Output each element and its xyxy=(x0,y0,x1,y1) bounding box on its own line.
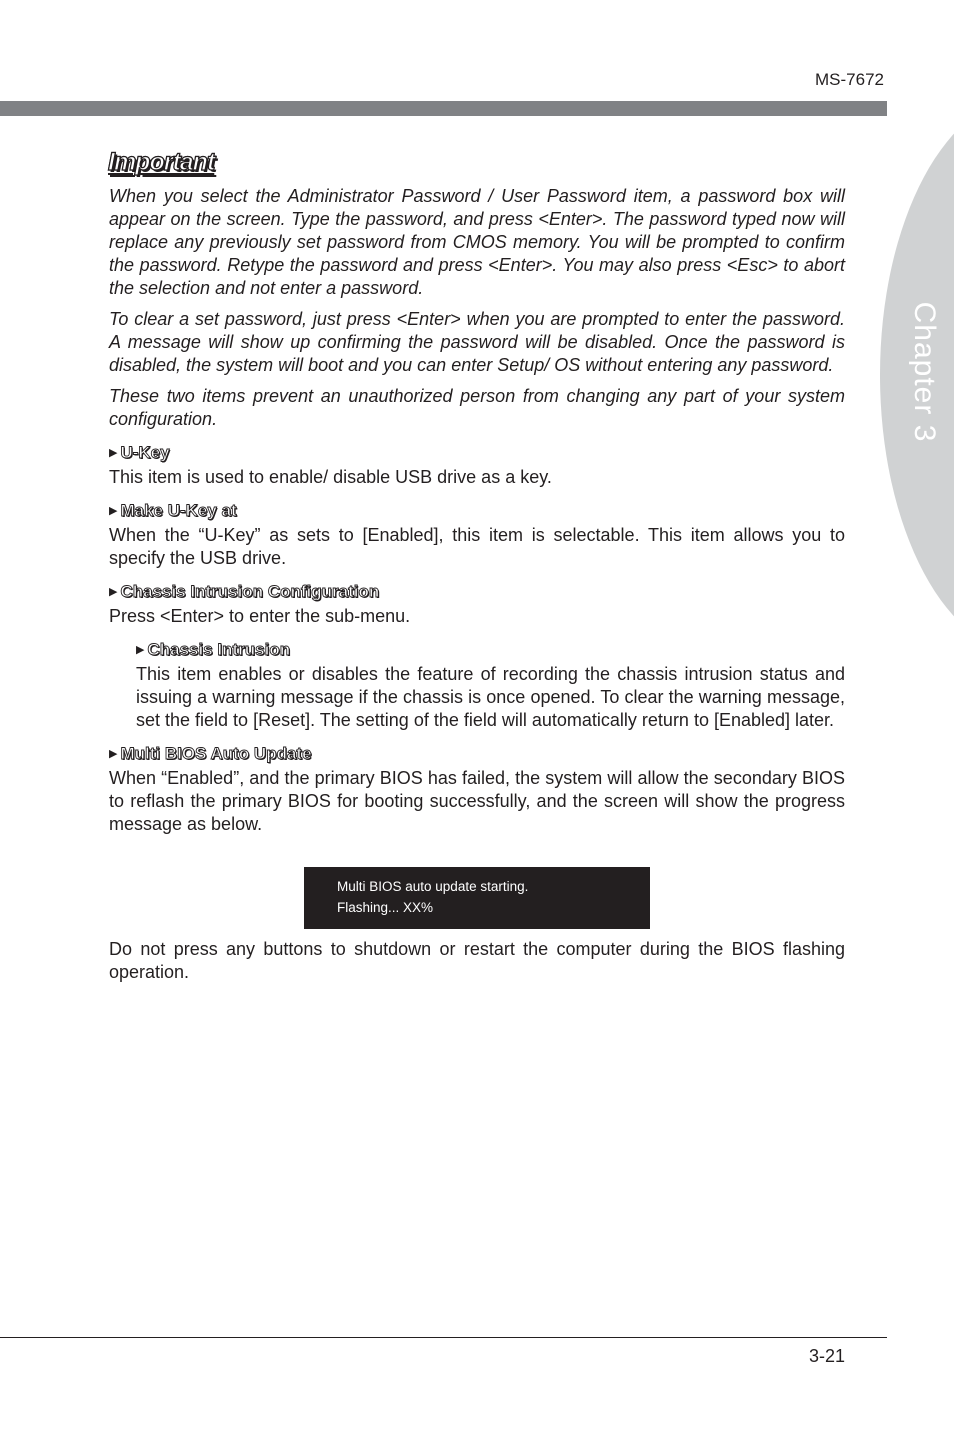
item-heading-chassis-intrusion xyxy=(136,640,845,660)
item-title: U-Key xyxy=(120,443,170,462)
triangle-bullet-icon: ▶ xyxy=(109,505,118,517)
page-number: 3-21 xyxy=(808,1346,845,1366)
screen-line: Flashing... XX% xyxy=(337,900,434,915)
important-paragraph: These two items prevent an unauthorized person from changing any part of your system configuration. xyxy=(109,386,845,429)
item-title: Multi BIOS Auto Update xyxy=(120,744,312,763)
item-description: When “Enabled”, and the primary BIOS has failed, the system will allow the secondary BIOS to reflash the primary BIOS for booting successfully, and the screen will show the progress message as below. xyxy=(109,768,845,834)
item-title: Chassis Intrusion Configuration xyxy=(120,582,380,601)
important-heading: Important xyxy=(108,148,215,176)
page-content xyxy=(109,148,845,984)
bios-screen-message xyxy=(304,867,650,929)
triangle-bullet-icon: ▶ xyxy=(109,586,118,598)
item-heading-multi-bios xyxy=(109,744,845,764)
item-description: When the “U-Key” as sets to [Enabled], this item is selectable. This item allows you to specify the USB drive. xyxy=(109,525,845,568)
item-heading-make-ukey xyxy=(109,501,845,521)
footer-rule xyxy=(0,1337,887,1338)
item-heading-ukey xyxy=(109,443,845,463)
triangle-bullet-icon: ▶ xyxy=(109,748,118,760)
item-heading-chassis-config xyxy=(109,582,845,602)
item-description: This item is used to enable/ disable USB drive as a key. xyxy=(109,467,552,487)
important-paragraph: When you select the Administrator Password / User Password item, a password box will appear on the screen. Type the password, and press <Enter>. The password typed now will replace any previously set password from CMOS memory. You will be prompted to confirm the password. Retype the password and press <Enter>. You may also press <Esc> to abort the selection and not enter a password. xyxy=(109,186,845,298)
sub-item-block xyxy=(136,640,845,732)
item-description: This item enables or disables the feature of recording the chassis intrusion status and issuing a warning message if the chassis is once opened. To clear the warning message, set the field to [Reset]. The setting of the field will automatically return to [Enabled] later. xyxy=(136,664,845,730)
triangle-bullet-icon: ▶ xyxy=(109,447,118,459)
item-title: Make U-Key at xyxy=(120,501,237,520)
screen-line: Multi BIOS auto update starting. xyxy=(337,879,529,894)
chapter-tab-label: Chapter 3 xyxy=(908,301,941,443)
header-bar xyxy=(0,101,887,116)
item-description: Press <Enter> to enter the sub-menu. xyxy=(109,606,411,626)
item-title: Chassis Intrusion xyxy=(147,640,291,659)
triangle-bullet-icon: ▶ xyxy=(136,644,145,656)
model-number: MS-7672 xyxy=(815,70,884,89)
important-paragraph: To clear a set password, just press <Enter> when you are prompted to enter the password. A message will show up confirming the password will be disabled. Once the password is disabled, the system will boot and you can enter Setup/ OS without entering any password. xyxy=(109,309,845,375)
warning-text: Do not press any buttons to shutdown or restart the computer during the BIOS flashing operation. xyxy=(109,939,845,982)
